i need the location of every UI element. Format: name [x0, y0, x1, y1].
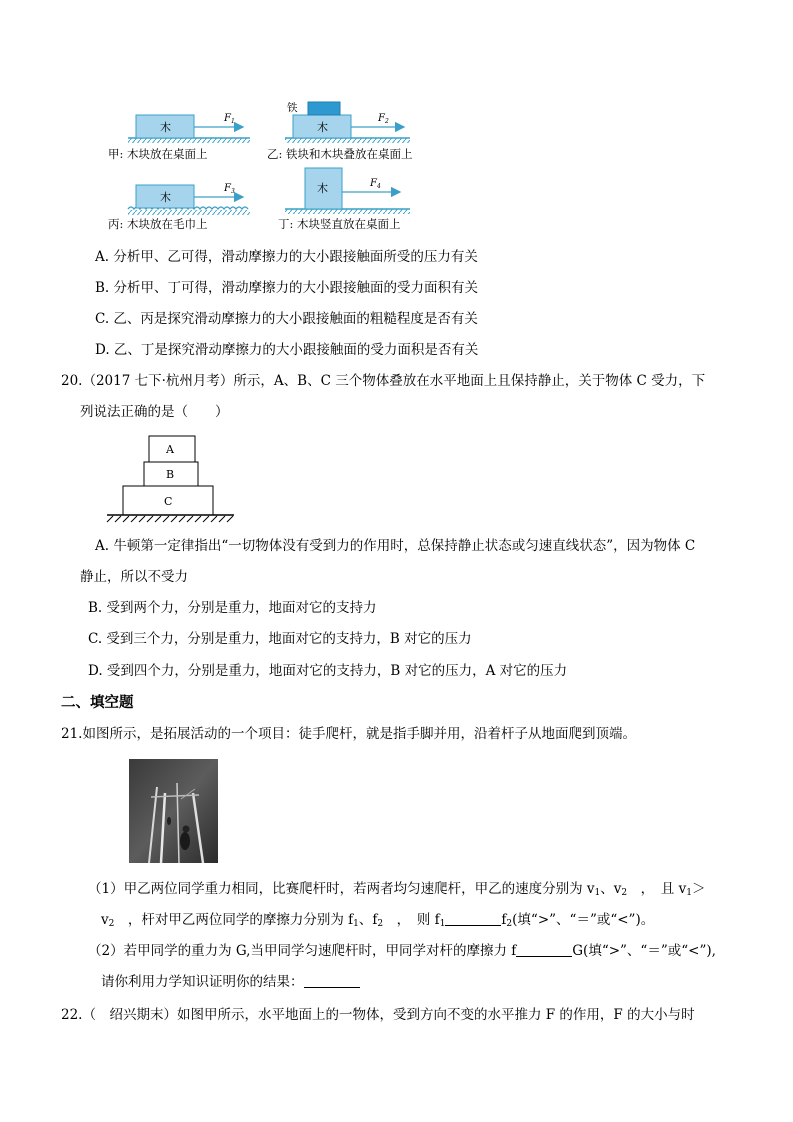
- caption-yi: 乙: 铁块和木块叠放在桌面上: [267, 147, 413, 161]
- answer-blank-3[interactable]: [304, 973, 360, 988]
- setup-jia: [108, 113, 250, 161]
- svg-text:C: C: [164, 495, 173, 508]
- q20-option-a-line2: 静止，所以不受力: [80, 569, 188, 585]
- q19-option-b: B. 分析甲、丁可得，滑动摩擦力的大小跟接触面的受力面积有关: [95, 280, 479, 296]
- answer-blank-1[interactable]: [445, 911, 501, 926]
- setup-bing: [108, 183, 250, 231]
- q20-stem-line1: 20.（2017 七下·杭州月考）所示，A、B、C 三个物体叠放在水平地面上且保持静止，关于物体 C 受力，下: [61, 373, 706, 389]
- svg-text:F1: $F_1$: [224, 113, 235, 125]
- svg-text:B: B: [166, 468, 175, 481]
- section-title: 二、填空题: [61, 694, 134, 711]
- q22-stem: 22.（ 绍兴期末）如图甲所示，水平地面上的一物体，受到方向不变的水平推力 F 的作用，F 的大小与时: [61, 1007, 695, 1023]
- q21-part2-line2: 请你利用力学知识证明你的结果：: [101, 972, 360, 992]
- wood-label: 木: [160, 191, 171, 204]
- caption-jia: 甲: 木块放在桌面上: [108, 147, 208, 161]
- q19-option-d: D. 乙、丁是探究滑动摩擦力的大小跟接触面的受力面积是否有关: [95, 342, 479, 358]
- friction-experiment-figure: [100, 98, 440, 238]
- q20-option-b: B. 受到两个力，分别是重力，地面对它的支持力: [88, 600, 377, 616]
- svg-text:F3: $F_3$: [224, 183, 235, 195]
- svg-text:A: A: [166, 443, 174, 456]
- q20-option-d: D. 受到四个力，分别是重力，地面对它的支持力，B 对它的压力，A 对它的压力: [88, 663, 568, 679]
- q19-option-a: A. 分析甲、乙可得，滑动摩擦力的大小跟接触面所受的压力有关: [95, 249, 478, 265]
- wood-label: 木: [317, 121, 328, 134]
- svg-text:F4: $F_4$: [370, 178, 381, 190]
- caption-bing: 丙: 木块放在毛巾上: [108, 217, 208, 231]
- stacked-blocks-figure: [104, 434, 244, 526]
- svg-text:F2: $F_2$: [378, 113, 389, 125]
- setup-ding: [278, 168, 410, 231]
- q20-option-a-line1: A. 牛顿第一定律指出“一切物体没有受到力的作用时，总保持静止状态或匀速直线状态”，因为物体 C: [95, 538, 696, 554]
- iron-block: [308, 102, 340, 115]
- iron-label: 铁: [287, 102, 298, 114]
- q21-part1-line2: $v_2$ ，杆对甲乙两位同学的摩擦力分别为 $f_1$、$f_2$ ， 则 $f_1$ $f_2$(填“>”、“＝”或“<”)。: [101, 912, 655, 929]
- q21-stem: 21.如图所示，是拓展活动的一个项目：徒手爬杆，就是指手脚并用，沿着杆子从地面爬到顶端。: [61, 726, 636, 742]
- q21-part2-line1: （2）若甲同学的重力为 G,当甲同学匀速爬杆时，甲同学对杆的摩擦力 f G(填“>”、“＝”或“<”),: [88, 943, 716, 959]
- caption-ding: 丁: 木块竖直放在桌面上: [278, 217, 401, 231]
- q19-option-c: C. 乙、丙是探究滑动摩擦力的大小跟接触面的粗糙程度是否有关: [95, 311, 478, 327]
- q21-part1-line1: （1）甲乙两位同学重力相同，比赛爬杆时，若两者均匀速爬杆，甲乙的速度分别为 $v_1$、$v_2$ ， 且 $v_1>$: [88, 881, 706, 898]
- setup-yi: [267, 101, 413, 161]
- wood-label: 木: [160, 121, 171, 134]
- q20-option-c: C. 受到三个力，分别是重力，地面对它的支持力，B 对它的压力: [88, 631, 472, 647]
- answer-blank-2[interactable]: [516, 942, 572, 957]
- wood-label: 木: [317, 182, 328, 195]
- pole-climbing-photo: [129, 759, 218, 863]
- q20-stem-line2: 列说法正确的是（ ）: [80, 404, 229, 420]
